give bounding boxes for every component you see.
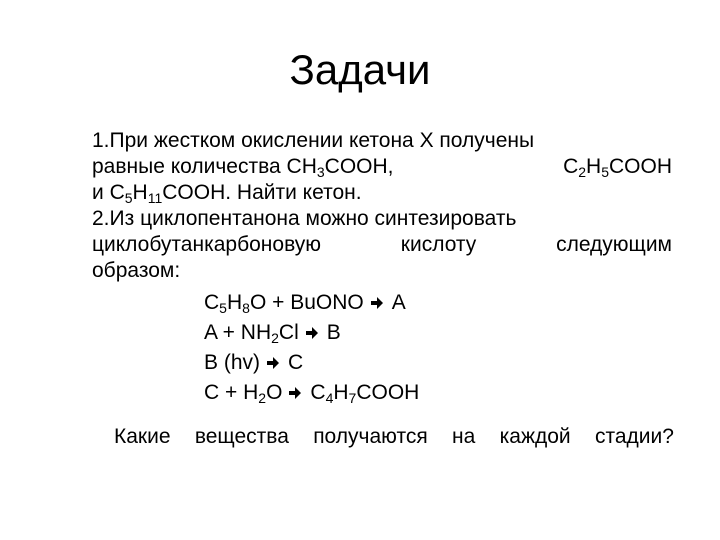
- right-arrow-icon: [288, 386, 302, 400]
- task2-line1: 2.Из циклопентанона можно синтезировать: [92, 207, 517, 230]
- equation-4: $C + H_2O$ $C_4H_7COOH$: [204, 381, 420, 406]
- right-arrow-icon: [266, 356, 280, 370]
- equation-2: $A + NH_2Cl$ B: [204, 321, 341, 346]
- task1-acid2: $C_2H_5COOH$: [563, 155, 672, 180]
- task2-line3: образом:: [92, 259, 181, 282]
- slide-title: Задачи: [289, 46, 431, 93]
- task2-line2: циклобутанкарбоновую кислоту следующим: [92, 233, 672, 256]
- task1-line3: и $C_5H_{11}COOH$. Найти кетон.: [92, 181, 362, 206]
- right-arrow-icon: [370, 296, 384, 310]
- slide-body: [92, 128, 672, 408]
- task1-acid1: равные количества $CH_3COOH$,: [92, 155, 394, 180]
- equation-3: B (hv) C: [204, 351, 304, 374]
- right-arrow-icon: [305, 326, 319, 340]
- task1-line1: 1.При жестком окислении кетона X получены: [92, 129, 535, 152]
- equation-1: $C_5H_8O$ + BuONO A: [204, 291, 406, 316]
- task1-line2: [92, 154, 672, 180]
- question-line: Какие вещества получаются на каждой стадии?: [114, 425, 674, 448]
